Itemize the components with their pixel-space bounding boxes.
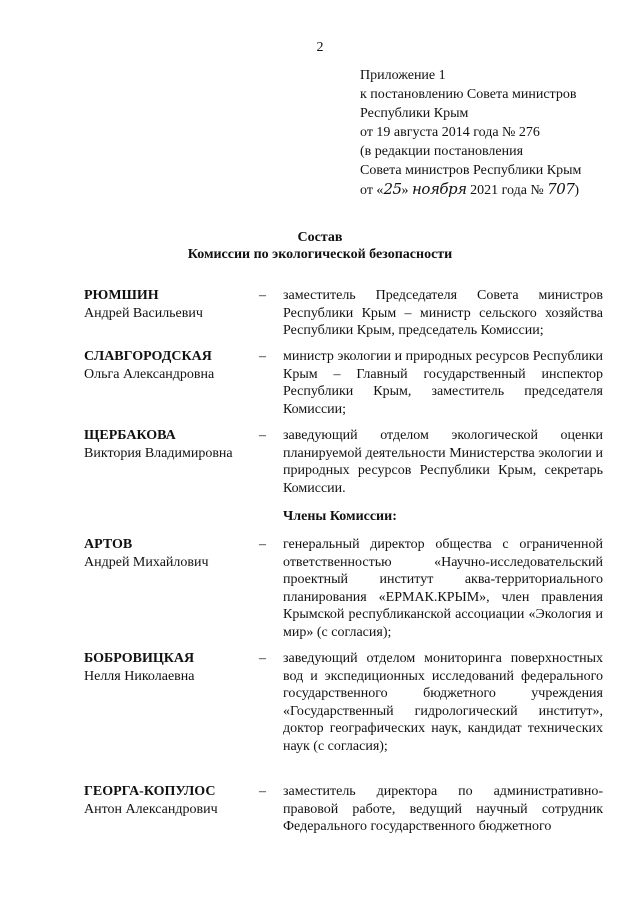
dash-separator: –: [259, 428, 266, 443]
person-given-name: Ольга Александровна: [84, 366, 215, 382]
handwritten-day: 25: [383, 180, 402, 198]
person-given-name: Нелля Николаевна: [84, 668, 195, 684]
person-surname: БОБРОВИЦКАЯ: [84, 651, 195, 666]
person-position: заведующий отделом экологической оценки планируемой деятельности Министерства экологии и природных ресурсов Республики Крым, секретарь Комиссии.: [283, 428, 603, 496]
members-heading: Члены Комиссии:: [283, 509, 397, 524]
person-surname: СЛАВГОРОДСКАЯ: [84, 349, 212, 364]
person-surname: АРТОВ: [84, 537, 133, 552]
handwritten-number: 707: [547, 180, 575, 198]
appendix-date-line: [360, 180, 581, 200]
dash-separator: –: [259, 349, 266, 364]
appendix-title: Приложение 1: [360, 68, 446, 83]
dash-separator: –: [259, 537, 266, 552]
person-surname: ГЕОРГА-КОПУЛОС: [84, 784, 216, 799]
person-position: заместитель директора по административно-правовой работе, ведущий научный сотрудник Федерального государственного бюджетного: [283, 784, 603, 834]
appendix-line: Республики Крым: [360, 106, 469, 121]
person-name: [84, 427, 259, 462]
date-year: 2021 года №: [470, 183, 544, 198]
document-title: Состав: [297, 230, 343, 245]
appendix-line: Совета министров Республики Крым: [360, 163, 582, 178]
person-given-name: Антон Александрович: [84, 801, 218, 817]
person-position: заместитель Председателя Совета министров Республики Крым – министр сельского хозяйства Республики Крым, председатель Комиссии;: [283, 288, 603, 338]
appendix-line: к постановлению Совета министров: [360, 87, 577, 102]
person-given-name: Андрей Михайлович: [84, 554, 209, 570]
person-given-name: Виктория Владимировна: [84, 445, 233, 461]
appendix-header: [360, 66, 581, 200]
person-name: [84, 536, 259, 571]
person-position: заведующий отделом мониторинга поверхностных вод и экспедиционных исследований федерального государственного бюджетного учреждения «Государственный гидрологический институт», доктор географических наук, кандидат технических наук (с согласия);: [283, 651, 603, 754]
person-position: генеральный директор общества с ограниченной ответственностью «Научно-исследовательский проектный институт аква-территориального планирования «ЕРМАК.КРЫМ», член правления Крымской республиканской ассоциации «Экология и мир» (с согласия);: [283, 537, 603, 640]
person-name: [84, 650, 259, 685]
appendix-line: от 19 августа 2014 года № 276: [360, 125, 540, 140]
person-name: [84, 348, 259, 383]
date-prefix: от «: [360, 183, 384, 198]
dash-separator: –: [259, 651, 266, 666]
page-number: 2: [316, 40, 324, 55]
person-surname: ЩЕРБАКОВА: [84, 428, 176, 443]
handwritten-month: ноября: [412, 180, 467, 198]
person-given-name: Андрей Васильевич: [84, 305, 203, 321]
date-quote: »: [401, 183, 409, 198]
person-name: [84, 783, 259, 818]
document-subtitle: Комиссии по экологической безопасности: [187, 247, 453, 262]
date-suffix: ): [574, 183, 580, 198]
person-surname: РЮМШИН: [84, 288, 159, 303]
dash-separator: –: [259, 288, 266, 303]
appendix-line: (в редакции постановления: [360, 144, 524, 159]
dash-separator: –: [259, 784, 266, 799]
person-position: министр экологии и природных ресурсов Республики Крым – Главный государственный инспектор Республики Крым, заместитель председателя Комиссии;: [283, 349, 603, 417]
person-name: [84, 287, 259, 322]
